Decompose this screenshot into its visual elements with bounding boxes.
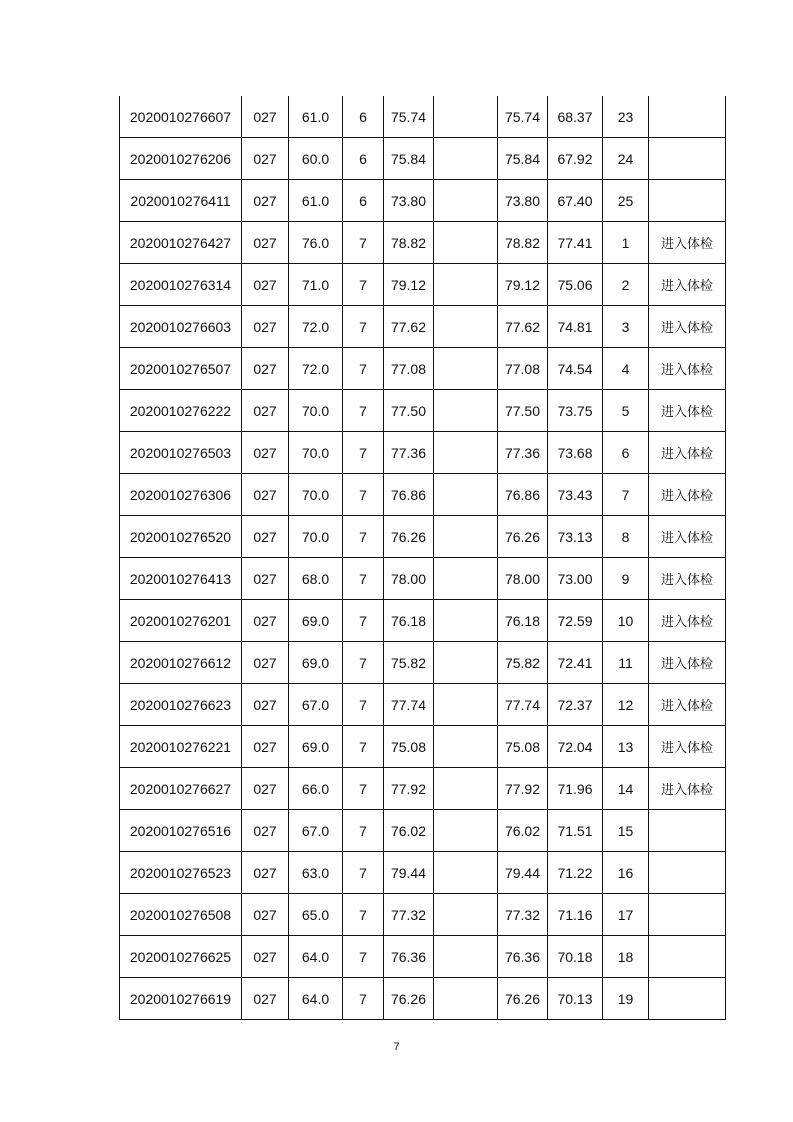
cell-total-score: 67.92 <box>548 138 603 180</box>
table-row <box>120 768 726 810</box>
cell-status <box>649 138 726 180</box>
table-row <box>120 852 726 894</box>
cell-total-score: 73.13 <box>548 516 603 558</box>
cell-rank: 16 <box>603 852 649 894</box>
cell-written-score: 69.0 <box>289 726 343 768</box>
cell-status <box>649 96 726 138</box>
cell-final-interview-score: 76.18 <box>498 600 548 642</box>
cell-interview-score: 73.80 <box>384 180 434 222</box>
cell-final-interview-score: 77.62 <box>498 306 548 348</box>
cell-rank: 23 <box>603 96 649 138</box>
cell-position-code: 027 <box>242 96 289 138</box>
cell-position-code: 027 <box>242 348 289 390</box>
cell-final-interview-score: 77.36 <box>498 432 548 474</box>
cell-status <box>649 978 726 1020</box>
cell-rank: 15 <box>603 810 649 852</box>
cell-group: 7 <box>343 768 384 810</box>
cell-status <box>649 894 726 936</box>
cell-position-code: 027 <box>242 978 289 1020</box>
cell-candidate-id: 2020010276623 <box>120 684 242 726</box>
cell-position-code: 027 <box>242 684 289 726</box>
cell-group: 7 <box>343 852 384 894</box>
cell-total-score: 77.41 <box>548 222 603 264</box>
cell-final-interview-score: 77.50 <box>498 390 548 432</box>
cell-written-score: 71.0 <box>289 264 343 306</box>
cell-rank: 17 <box>603 894 649 936</box>
cell-group: 7 <box>343 726 384 768</box>
cell-total-score: 67.40 <box>548 180 603 222</box>
cell-written-score: 66.0 <box>289 768 343 810</box>
cell-blank <box>434 96 498 138</box>
cell-blank <box>434 348 498 390</box>
cell-blank <box>434 978 498 1020</box>
cell-rank: 10 <box>603 600 649 642</box>
cell-group: 7 <box>343 936 384 978</box>
cell-candidate-id: 2020010276625 <box>120 936 242 978</box>
table-row <box>120 642 726 684</box>
table-row <box>120 264 726 306</box>
cell-final-interview-score: 76.86 <box>498 474 548 516</box>
cell-status: 进入体检 <box>649 432 726 474</box>
cell-total-score: 71.96 <box>548 768 603 810</box>
cell-position-code: 027 <box>242 432 289 474</box>
cell-written-score: 63.0 <box>289 852 343 894</box>
cell-candidate-id: 2020010276507 <box>120 348 242 390</box>
cell-candidate-id: 2020010276201 <box>120 600 242 642</box>
cell-group: 7 <box>343 222 384 264</box>
table-row <box>120 516 726 558</box>
cell-group: 7 <box>343 810 384 852</box>
cell-candidate-id: 2020010276627 <box>120 768 242 810</box>
cell-rank: 7 <box>603 474 649 516</box>
cell-group: 7 <box>343 558 384 600</box>
cell-total-score: 74.54 <box>548 348 603 390</box>
cell-blank <box>434 138 498 180</box>
cell-candidate-id: 2020010276607 <box>120 96 242 138</box>
cell-group: 7 <box>343 264 384 306</box>
cell-total-score: 74.81 <box>548 306 603 348</box>
cell-total-score: 68.37 <box>548 96 603 138</box>
cell-blank <box>434 684 498 726</box>
table-row <box>120 474 726 516</box>
cell-status: 进入体检 <box>649 264 726 306</box>
cell-interview-score: 77.92 <box>384 768 434 810</box>
cell-rank: 1 <box>603 222 649 264</box>
cell-interview-score: 76.86 <box>384 474 434 516</box>
cell-interview-score: 77.50 <box>384 390 434 432</box>
cell-position-code: 027 <box>242 726 289 768</box>
cell-written-score: 69.0 <box>289 600 343 642</box>
cell-position-code: 027 <box>242 894 289 936</box>
cell-final-interview-score: 76.26 <box>498 516 548 558</box>
cell-rank: 4 <box>603 348 649 390</box>
cell-interview-score: 75.08 <box>384 726 434 768</box>
cell-total-score: 73.43 <box>548 474 603 516</box>
cell-interview-score: 77.32 <box>384 894 434 936</box>
cell-rank: 12 <box>603 684 649 726</box>
table-row <box>120 138 726 180</box>
cell-candidate-id: 2020010276314 <box>120 264 242 306</box>
cell-blank <box>434 852 498 894</box>
cell-status <box>649 936 726 978</box>
cell-status: 进入体检 <box>649 642 726 684</box>
cell-interview-score: 76.26 <box>384 978 434 1020</box>
cell-blank <box>434 306 498 348</box>
cell-position-code: 027 <box>242 474 289 516</box>
cell-final-interview-score: 75.74 <box>498 96 548 138</box>
cell-blank <box>434 558 498 600</box>
cell-blank <box>434 810 498 852</box>
cell-position-code: 027 <box>242 810 289 852</box>
cell-rank: 8 <box>603 516 649 558</box>
cell-interview-score: 77.62 <box>384 306 434 348</box>
cell-candidate-id: 2020010276612 <box>120 642 242 684</box>
cell-total-score: 72.04 <box>548 726 603 768</box>
cell-written-score: 67.0 <box>289 684 343 726</box>
cell-written-score: 64.0 <box>289 936 343 978</box>
cell-interview-score: 75.74 <box>384 96 434 138</box>
cell-rank: 2 <box>603 264 649 306</box>
cell-interview-score: 79.44 <box>384 852 434 894</box>
cell-blank <box>434 936 498 978</box>
cell-total-score: 71.51 <box>548 810 603 852</box>
cell-group: 6 <box>343 96 384 138</box>
cell-final-interview-score: 75.82 <box>498 642 548 684</box>
cell-interview-score: 76.26 <box>384 516 434 558</box>
cell-blank <box>434 432 498 474</box>
cell-blank <box>434 222 498 264</box>
cell-status: 进入体检 <box>649 390 726 432</box>
cell-position-code: 027 <box>242 852 289 894</box>
cell-group: 7 <box>343 432 384 474</box>
cell-final-interview-score: 73.80 <box>498 180 548 222</box>
cell-candidate-id: 2020010276427 <box>120 222 242 264</box>
cell-blank <box>434 516 498 558</box>
cell-candidate-id: 2020010276222 <box>120 390 242 432</box>
table-row <box>120 558 726 600</box>
cell-interview-score: 77.36 <box>384 432 434 474</box>
cell-written-score: 72.0 <box>289 348 343 390</box>
cell-interview-score: 76.18 <box>384 600 434 642</box>
cell-final-interview-score: 78.00 <box>498 558 548 600</box>
cell-group: 7 <box>343 474 384 516</box>
cell-position-code: 027 <box>242 768 289 810</box>
cell-status: 进入体检 <box>649 558 726 600</box>
cell-final-interview-score: 75.08 <box>498 726 548 768</box>
cell-total-score: 73.00 <box>548 558 603 600</box>
cell-position-code: 027 <box>242 642 289 684</box>
cell-group: 7 <box>343 306 384 348</box>
cell-group: 7 <box>343 684 384 726</box>
cell-group: 7 <box>343 516 384 558</box>
cell-group: 7 <box>343 348 384 390</box>
cell-written-score: 61.0 <box>289 180 343 222</box>
cell-status <box>649 810 726 852</box>
cell-candidate-id: 2020010276508 <box>120 894 242 936</box>
cell-position-code: 027 <box>242 306 289 348</box>
cell-total-score: 72.37 <box>548 684 603 726</box>
cell-final-interview-score: 79.44 <box>498 852 548 894</box>
cell-position-code: 027 <box>242 180 289 222</box>
cell-final-interview-score: 75.84 <box>498 138 548 180</box>
cell-status: 进入体检 <box>649 222 726 264</box>
cell-written-score: 60.0 <box>289 138 343 180</box>
cell-candidate-id: 2020010276619 <box>120 978 242 1020</box>
cell-candidate-id: 2020010276520 <box>120 516 242 558</box>
cell-final-interview-score: 79.12 <box>498 264 548 306</box>
cell-blank <box>434 726 498 768</box>
cell-written-score: 72.0 <box>289 306 343 348</box>
cell-total-score: 73.75 <box>548 390 603 432</box>
cell-status: 进入体检 <box>649 768 726 810</box>
cell-candidate-id: 2020010276413 <box>120 558 242 600</box>
cell-rank: 19 <box>603 978 649 1020</box>
cell-rank: 25 <box>603 180 649 222</box>
cell-status: 进入体检 <box>649 516 726 558</box>
cell-position-code: 027 <box>242 138 289 180</box>
table-row <box>120 936 726 978</box>
cell-interview-score: 78.82 <box>384 222 434 264</box>
cell-group: 7 <box>343 642 384 684</box>
cell-total-score: 72.41 <box>548 642 603 684</box>
cell-group: 7 <box>343 390 384 432</box>
cell-total-score: 73.68 <box>548 432 603 474</box>
cell-candidate-id: 2020010276523 <box>120 852 242 894</box>
cell-position-code: 027 <box>242 558 289 600</box>
cell-rank: 18 <box>603 936 649 978</box>
page-number: 7 <box>393 1041 400 1053</box>
table-row <box>120 600 726 642</box>
cell-written-score: 76.0 <box>289 222 343 264</box>
cell-written-score: 68.0 <box>289 558 343 600</box>
cell-candidate-id: 2020010276306 <box>120 474 242 516</box>
cell-written-score: 64.0 <box>289 978 343 1020</box>
cell-interview-score: 79.12 <box>384 264 434 306</box>
score-table <box>119 96 726 1020</box>
cell-final-interview-score: 76.26 <box>498 978 548 1020</box>
table-row <box>120 348 726 390</box>
cell-rank: 9 <box>603 558 649 600</box>
cell-candidate-id: 2020010276206 <box>120 138 242 180</box>
table-row <box>120 96 726 138</box>
cell-final-interview-score: 77.92 <box>498 768 548 810</box>
cell-candidate-id: 2020010276503 <box>120 432 242 474</box>
cell-interview-score: 75.82 <box>384 642 434 684</box>
cell-total-score: 75.06 <box>548 264 603 306</box>
cell-blank <box>434 894 498 936</box>
cell-candidate-id: 2020010276221 <box>120 726 242 768</box>
cell-status: 进入体检 <box>649 684 726 726</box>
table-row <box>120 684 726 726</box>
cell-blank <box>434 642 498 684</box>
cell-rank: 14 <box>603 768 649 810</box>
cell-group: 7 <box>343 894 384 936</box>
cell-rank: 5 <box>603 390 649 432</box>
cell-status: 进入体检 <box>649 348 726 390</box>
cell-final-interview-score: 77.08 <box>498 348 548 390</box>
cell-total-score: 70.13 <box>548 978 603 1020</box>
cell-group: 7 <box>343 600 384 642</box>
cell-total-score: 70.18 <box>548 936 603 978</box>
cell-status: 进入体检 <box>649 474 726 516</box>
cell-blank <box>434 264 498 306</box>
cell-group: 7 <box>343 978 384 1020</box>
cell-written-score: 70.0 <box>289 390 343 432</box>
cell-status <box>649 180 726 222</box>
table-row <box>120 810 726 852</box>
cell-position-code: 027 <box>242 516 289 558</box>
cell-written-score: 69.0 <box>289 642 343 684</box>
cell-status: 进入体检 <box>649 726 726 768</box>
cell-rank: 24 <box>603 138 649 180</box>
cell-blank <box>434 474 498 516</box>
cell-position-code: 027 <box>242 264 289 306</box>
cell-final-interview-score: 76.36 <box>498 936 548 978</box>
cell-blank <box>434 390 498 432</box>
cell-candidate-id: 2020010276603 <box>120 306 242 348</box>
table-row <box>120 978 726 1020</box>
cell-interview-score: 78.00 <box>384 558 434 600</box>
cell-position-code: 027 <box>242 600 289 642</box>
cell-total-score: 71.22 <box>548 852 603 894</box>
cell-interview-score: 75.84 <box>384 138 434 180</box>
cell-blank <box>434 180 498 222</box>
cell-final-interview-score: 78.82 <box>498 222 548 264</box>
cell-interview-score: 76.02 <box>384 810 434 852</box>
cell-total-score: 71.16 <box>548 894 603 936</box>
cell-interview-score: 77.74 <box>384 684 434 726</box>
cell-rank: 13 <box>603 726 649 768</box>
cell-written-score: 65.0 <box>289 894 343 936</box>
cell-rank: 3 <box>603 306 649 348</box>
cell-interview-score: 76.36 <box>384 936 434 978</box>
cell-blank <box>434 600 498 642</box>
cell-position-code: 027 <box>242 390 289 432</box>
cell-written-score: 67.0 <box>289 810 343 852</box>
table-row <box>120 726 726 768</box>
cell-rank: 6 <box>603 432 649 474</box>
cell-written-score: 70.0 <box>289 516 343 558</box>
table-row <box>120 432 726 474</box>
table-row <box>120 306 726 348</box>
cell-group: 6 <box>343 138 384 180</box>
cell-status <box>649 852 726 894</box>
cell-position-code: 027 <box>242 222 289 264</box>
cell-final-interview-score: 76.02 <box>498 810 548 852</box>
cell-candidate-id: 2020010276411 <box>120 180 242 222</box>
cell-written-score: 70.0 <box>289 432 343 474</box>
cell-blank <box>434 768 498 810</box>
table-row <box>120 222 726 264</box>
table-row <box>120 180 726 222</box>
cell-status: 进入体检 <box>649 306 726 348</box>
cell-interview-score: 77.08 <box>384 348 434 390</box>
cell-written-score: 70.0 <box>289 474 343 516</box>
cell-rank: 11 <box>603 642 649 684</box>
table-row <box>120 894 726 936</box>
cell-status: 进入体检 <box>649 600 726 642</box>
cell-final-interview-score: 77.74 <box>498 684 548 726</box>
table-body <box>120 96 726 1020</box>
table-row <box>120 390 726 432</box>
cell-candidate-id: 2020010276516 <box>120 810 242 852</box>
cell-final-interview-score: 77.32 <box>498 894 548 936</box>
cell-position-code: 027 <box>242 936 289 978</box>
cell-total-score: 72.59 <box>548 600 603 642</box>
cell-written-score: 61.0 <box>289 96 343 138</box>
cell-group: 6 <box>343 180 384 222</box>
